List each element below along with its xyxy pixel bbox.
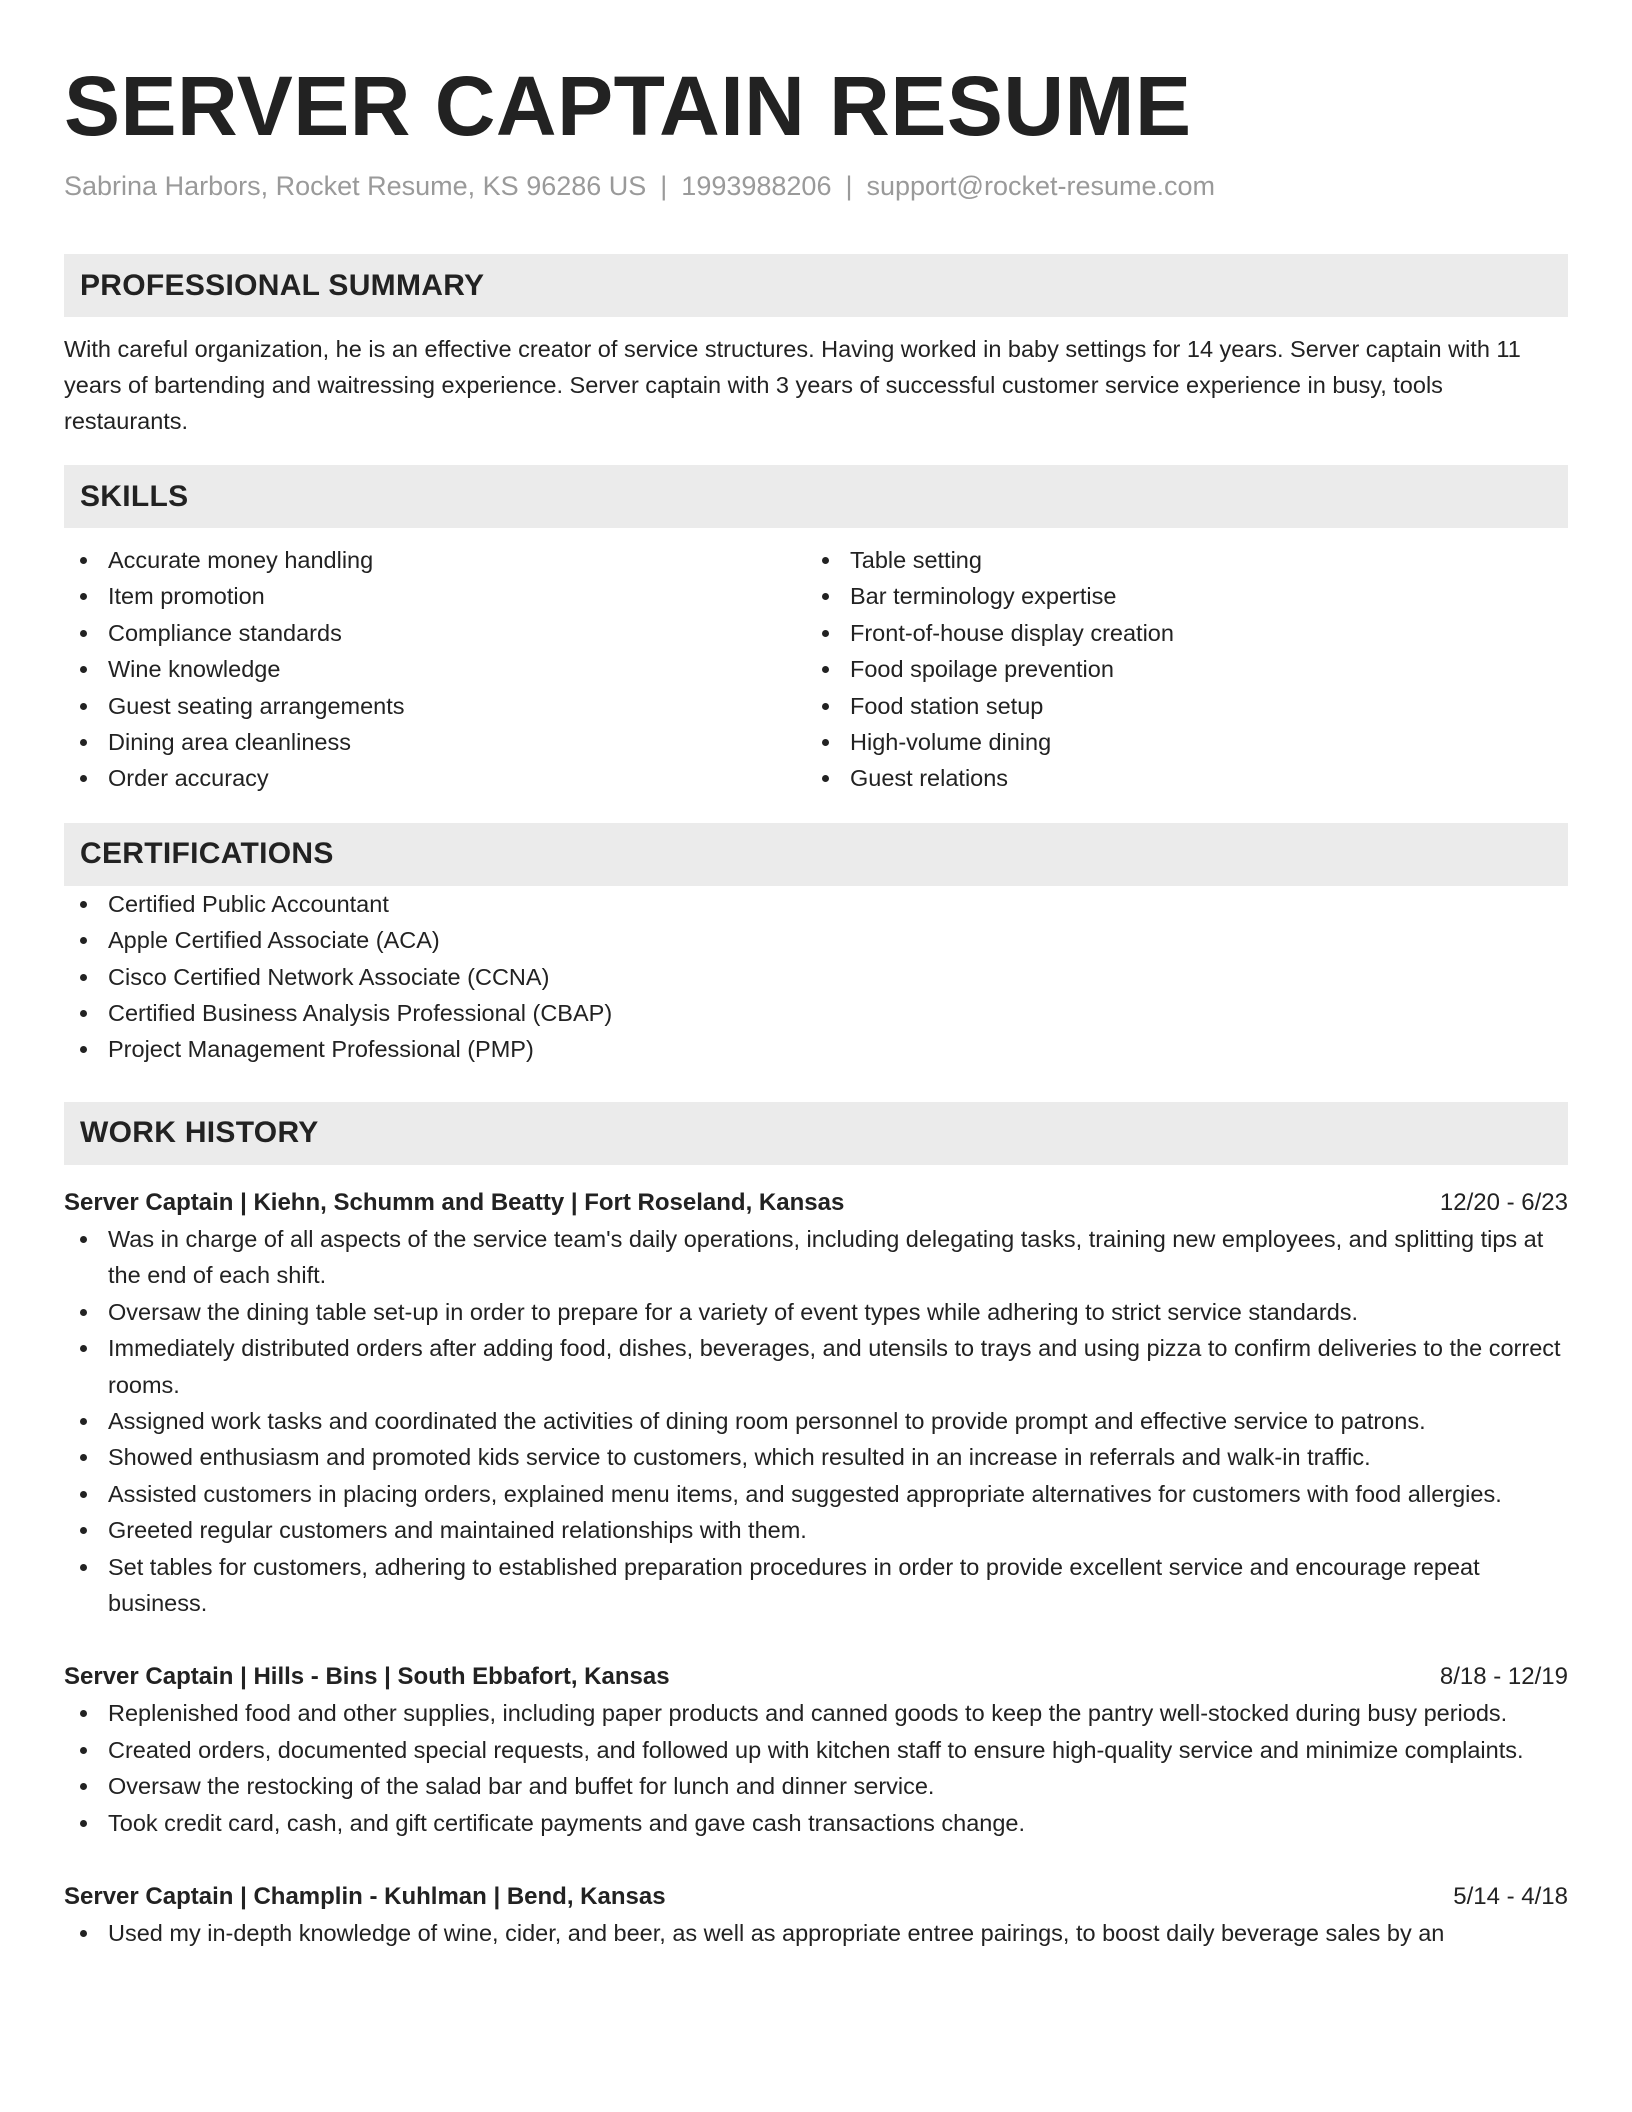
certification-item: Apple Certified Associate (ACA): [64, 922, 1568, 958]
job-duty-item: Assisted customers in placing orders, explained menu items, and suggested appropriate alternatives for customers with food allergies.: [64, 1476, 1568, 1512]
certifications-list: [64, 886, 1568, 1068]
skill-item: Bar terminology expertise: [806, 578, 1548, 614]
job-duty-item: Showed enthusiasm and promoted kids service to customers, which resulted in an increase in referrals and walk-in traffic.: [64, 1439, 1568, 1475]
certification-item: Certified Public Accountant: [64, 886, 1568, 922]
job-duty-item: Created orders, documented special requests, and followed up with kitchen staff to ensure high-quality service and minimize complaints.: [64, 1732, 1568, 1768]
certifications-section-header: [64, 823, 1568, 886]
job-entry: [64, 1185, 1568, 1621]
job-duty-item: Oversaw the restocking of the salad bar and buffet for lunch and dinner service.: [64, 1768, 1568, 1804]
job-duty-item: Assigned work tasks and coordinated the activities of dining room personnel to provide prompt and effective service to patrons.: [64, 1403, 1568, 1439]
job-title: Server Captain | Hills - Bins | South Ebbafort, Kansas: [64, 1663, 670, 1691]
skills-grid: [64, 542, 1568, 797]
job-duty-item: Used my in-depth knowledge of wine, cider, and beer, as well as appropriate entree pairings, to boost daily beverage sales by an: [64, 1915, 1568, 1951]
job-duty-item: Took credit card, cash, and gift certificate payments and gave cash transactions change.: [64, 1805, 1568, 1841]
job-duties-list: [64, 1915, 1568, 1951]
job-dates: 5/14 - 4/18: [1453, 1882, 1568, 1910]
contact-email: support@rocket-resume.com: [866, 171, 1216, 201]
summary-heading: PROFESSIONAL SUMMARY: [80, 268, 485, 302]
certifications-heading: CERTIFICATIONS: [80, 837, 334, 871]
skill-item: Order accuracy: [64, 760, 806, 796]
skill-item: High-volume dining: [806, 724, 1548, 760]
skills-heading: SKILLS: [80, 479, 189, 513]
certification-item: Cisco Certified Network Associate (CCNA): [64, 959, 1568, 995]
job-entry: [64, 1879, 1568, 1951]
work-history-section-header: [64, 1102, 1568, 1165]
job-header: [64, 1185, 1568, 1221]
job-duty-item: Was in charge of all aspects of the service team's daily operations, including delegating tasks, training new employees, and splitting tips at the end of each shift.: [64, 1221, 1568, 1294]
contact-line: [64, 168, 1568, 204]
job-dates: 8/18 - 12/19: [1439, 1663, 1568, 1691]
job-duty-item: Oversaw the dining table set-up in order to prepare for a variety of event types while adhering to strict service standards.: [64, 1294, 1568, 1330]
summary-section-header: [64, 254, 1568, 317]
job-duty-item: Greeted regular customers and maintained relationships with them.: [64, 1512, 1568, 1548]
job-entry: [64, 1659, 1568, 1841]
job-duties-list: [64, 1695, 1568, 1841]
job-header: [64, 1659, 1568, 1695]
skills-section-header: [64, 465, 1568, 528]
skills-list-left: [64, 542, 806, 797]
job-duties-list: [64, 1221, 1568, 1621]
skill-item: Accurate money handling: [64, 542, 806, 578]
skill-item: Food spoilage prevention: [806, 651, 1548, 687]
contact-separator: |: [660, 171, 668, 201]
certification-item: Certified Business Analysis Professional (CBAP): [64, 995, 1568, 1031]
skill-item: Food station setup: [806, 688, 1548, 724]
job-title: Server Captain | Champlin - Kuhlman | Bend, Kansas: [64, 1882, 666, 1910]
skill-item: Front-of-house display creation: [806, 615, 1548, 651]
skills-column-left: [64, 542, 806, 797]
certification-item: Project Management Professional (PMP): [64, 1031, 1568, 1067]
contact-separator: |: [845, 171, 853, 201]
skill-item: Table setting: [806, 542, 1548, 578]
skill-item: Guest seating arrangements: [64, 688, 806, 724]
job-header: [64, 1879, 1568, 1915]
job-title: Server Captain | Kiehn, Schumm and Beatty | Fort Roseland, Kansas: [64, 1188, 845, 1216]
skills-column-right: [806, 542, 1548, 797]
summary-text: With careful organization, he is an effective creator of service structures. Having worked in baby settings for 14 years. Server captain with 11 years of bartending and waitressing experience. Server captain with 3 years of successful customer service experience in busy, tools restaurants.: [64, 336, 1521, 434]
resume-title: SERVER CAPTAIN RESUME: [64, 59, 1192, 153]
contact-phone: 1993988206: [681, 171, 832, 201]
skill-item: Wine knowledge: [64, 651, 806, 687]
job-dates: 12/20 - 6/23: [1439, 1188, 1568, 1216]
job-duty-item: Immediately distributed orders after adding food, dishes, beverages, and utensils to trays and using pizza to confirm deliveries to the correct rooms.: [64, 1330, 1568, 1403]
skill-item: Item promotion: [64, 578, 806, 614]
skill-item: Compliance standards: [64, 615, 806, 651]
skills-list-right: [806, 542, 1548, 797]
job-duty-item: Set tables for customers, adhering to established preparation procedures in order to provide excellent service and encourage repeat business.: [64, 1549, 1568, 1622]
skill-item: Guest relations: [806, 760, 1548, 796]
job-duty-item: Replenished food and other supplies, including paper products and canned goods to keep the pantry well-stocked during busy periods.: [64, 1695, 1568, 1731]
work-history-heading: WORK HISTORY: [80, 1116, 319, 1150]
skill-item: Dining area cleanliness: [64, 724, 806, 760]
contact-address: Sabrina Harbors, Rocket Resume, KS 96286 US: [64, 171, 647, 201]
